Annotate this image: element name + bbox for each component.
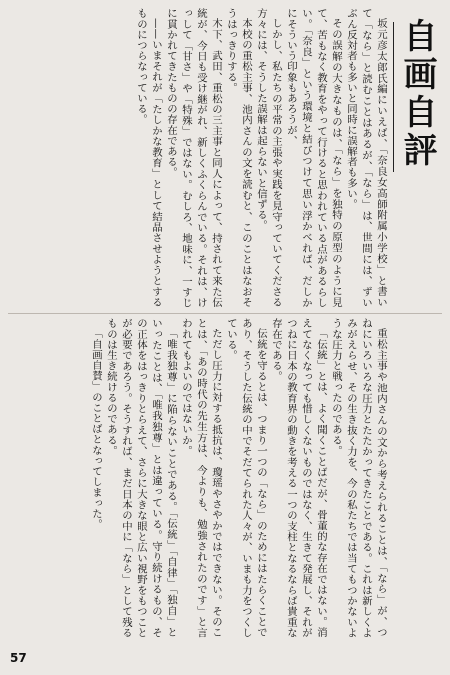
paragraph: その誤解の大きなものは、「なら」を独特の原型のように見て、苦もなく教育をやって行けると思われている点があるらしい。「奈良」という環境と結びつけて思い浮かべれば、だしかにそういう印象もあろうが、: [285, 8, 342, 308]
paragraph: 坂元彦太郎氏編にいえば、「奈良女高師附属小学校」と書いて「なら」と読むことはあるが、「なら」は、世間には、ずいぶん反対者も多いと同時に誤解者も多い。: [345, 8, 387, 308]
text-column-top: [68, 8, 388, 308]
paragraph: ——いまそれが「たしかな教育」として結晶させようとするものにつらなっている。: [135, 8, 162, 308]
paragraph: しかし、私たちの平常の主張や実践を見守っていてくださる方々には、そうした誤解は起らないと信ずる。: [255, 8, 282, 308]
paragraph: 「自画自賛」のことばとなってしまった。: [90, 328, 102, 530]
page-number: 57: [10, 651, 27, 665]
page-title: 自画自評: [397, 18, 437, 170]
paragraph: 伝統を守るとは、つまり一つの「なら」のためにはたらくことであり、そうした伝統の中でそだてられた人々が、いまも力をつくしている。: [225, 318, 267, 638]
text-column-bottom: [68, 318, 388, 638]
title-rule: [393, 22, 394, 172]
paragraph: 「唯我独尊」に陥らないことである。「伝統」「自律」「独自」といったことは、「唯我独尊」とは違っている。守り続けるもの、その正体をはっきりとらえて、さらに大きな眼と広い視野をもつことが必要であろう。そうすれば、まだ日本の中に「なら」として残るものは生き続けるのである。: [105, 318, 177, 638]
paragraph: 本校の重松主事、池内さんの文を読むと、このことはなおそうはっきりする。: [225, 8, 252, 308]
column-divider: [8, 313, 442, 314]
paragraph: 「伝統」とは、よく聞くことばだが、骨董的な存在ではない。消えてなくなっても惜しくないものではなく、生きて発展し、それが つねに日本の教育界の動きを考える一つの支柱となるならば貴重な存在である。: [270, 318, 327, 638]
paragraph: 木下、武田、重松の三主事と同人によって、持されて来た伝統が、今日も受け継がれ、新しくふくらんでいる。それは、けっして「甘さ」や「特殊」ではない。むしろ、地味に、一すじに貫かれてきたものの存在である。: [165, 8, 222, 308]
paragraph: ただし圧力に対する抵抗は、瓊瑶やさやかではできない。そのことは、「あの時代の先生方は、今よりも、勉強されたのです」と言われてもよいのではないか。: [180, 318, 222, 638]
paragraph: 重松主事や池内さんの文から考えられることは、「なら」が、つねにいろいろな圧力とたたかってきたことである。これは新しくよみがえらせ、その生き抜く力を、今の私たちでは当てもつかないような圧力と戦ったのである。: [330, 318, 387, 638]
